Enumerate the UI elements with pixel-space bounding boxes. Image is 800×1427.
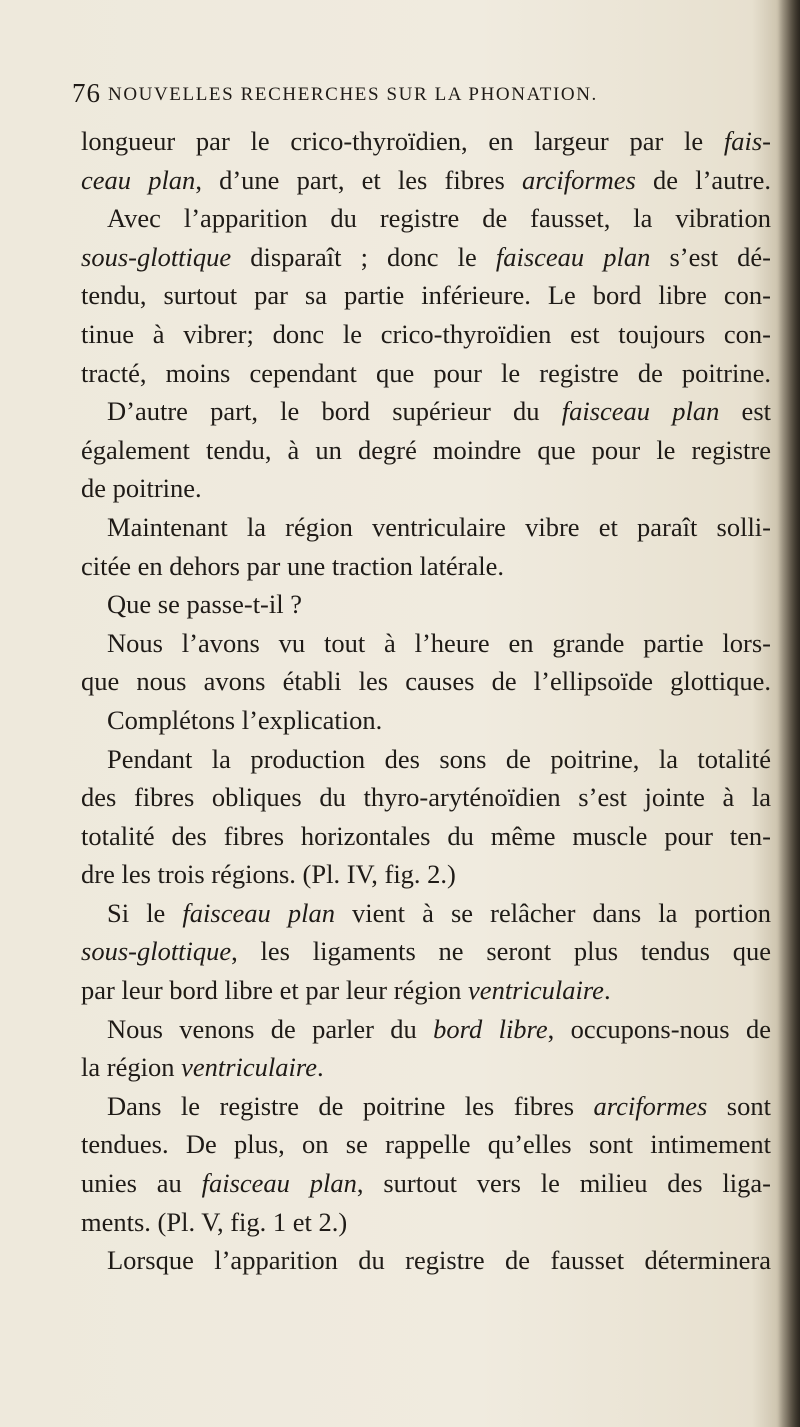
text-line xyxy=(81,1048,771,1087)
text-run: de l’autre. xyxy=(635,164,772,195)
text-run: Nous l’avons vu tout à l’heure en grande partie lors- xyxy=(107,627,771,658)
text-line xyxy=(81,161,771,200)
italic-term: arciformes xyxy=(593,1090,708,1121)
body-text xyxy=(81,122,771,1280)
text-run: par leur bord libre et par leur région xyxy=(81,975,469,1006)
text-run: s’est dé- xyxy=(650,241,771,272)
text-line xyxy=(81,701,771,740)
text-run: Si le xyxy=(107,897,183,928)
text-line xyxy=(81,315,771,354)
text-run: Lorsque l’apparition du registre de fausset déterminera xyxy=(107,1245,771,1276)
text-line xyxy=(81,1087,771,1126)
text-run: , d’une part, et les fibres xyxy=(195,164,523,195)
text-run: dre les trois régions. (Pl. IV, fig. 2.) xyxy=(81,859,456,890)
text-run: Nous venons de parler du xyxy=(107,1013,434,1044)
text-run: Maintenant la région ventriculaire vibre et paraît solli- xyxy=(107,511,771,542)
text-line xyxy=(81,392,771,431)
italic-term: sous-glottique xyxy=(81,936,232,967)
text-run: des fibres obliques du thyro-aryténoïdien s’est jointe à la xyxy=(81,782,771,813)
text-run: , occupons-nous de xyxy=(547,1013,771,1044)
text-run: de poitrine. xyxy=(81,473,202,504)
text-line xyxy=(81,508,771,547)
text-run: . xyxy=(603,975,611,1006)
text-line xyxy=(81,1241,771,1280)
italic-term: ventriculaire xyxy=(181,1052,317,1083)
italic-term: faisceau plan xyxy=(182,897,335,928)
italic-term: faisceau plan xyxy=(561,396,720,427)
text-run: tracté, moins cependant que pour le registre de poitrine. xyxy=(81,357,771,388)
text-run: unies au xyxy=(81,1168,202,1199)
italic-term: faisceau plan xyxy=(201,1168,357,1199)
italic-term: faisceau plan xyxy=(495,241,651,272)
page-number: 76 xyxy=(72,78,101,108)
italic-term: ceau plan xyxy=(81,164,196,195)
text-line xyxy=(81,199,771,238)
text-run: tendues. De plus, on se rappelle qu’elles sont intimement xyxy=(81,1129,771,1160)
text-run: sont xyxy=(707,1090,771,1121)
text-line xyxy=(81,817,771,856)
text-line xyxy=(81,1164,771,1203)
text-run: la région xyxy=(81,1052,182,1083)
text-line xyxy=(81,1203,771,1242)
text-line xyxy=(81,624,771,663)
text-run: tendu, surtout par sa partie inférieure. Le bord libre con- xyxy=(81,280,771,311)
italic-term: bord libre xyxy=(433,1013,548,1044)
text-line xyxy=(81,740,771,779)
text-line xyxy=(81,354,771,393)
text-run: Que se passe-t-il ? xyxy=(107,589,302,620)
text-line xyxy=(81,894,771,933)
text-line xyxy=(81,855,771,894)
text-run: Pendant la production des sons de poitrine, la totalité xyxy=(107,743,771,774)
running-title: NOUVELLES RECHERCHES SUR LA PHONATION. xyxy=(108,84,598,105)
page-header xyxy=(72,78,732,118)
text-line xyxy=(81,122,771,161)
text-line xyxy=(81,276,771,315)
text-run: D’autre part, le bord supérieur du xyxy=(107,396,562,427)
text-run: est xyxy=(719,396,771,427)
text-line xyxy=(81,1010,771,1049)
text-run: Dans le registre de poitrine les fibres xyxy=(107,1090,594,1121)
text-run: citée en dehors par une traction latérale. xyxy=(81,550,505,581)
page-binding-shadow xyxy=(778,0,800,1427)
text-run: que nous avons établi les causes de l’ellipsoïde glottique. xyxy=(81,666,771,697)
text-run: vient à se relâcher dans la portion xyxy=(334,897,771,928)
text-line xyxy=(81,778,771,817)
text-run: disparaît ; donc le xyxy=(231,241,496,272)
text-run: , surtout vers le milieu des liga- xyxy=(356,1168,771,1199)
text-line xyxy=(81,932,771,971)
text-run: Avec l’apparition du registre de fausset, la vibration xyxy=(107,203,771,234)
text-line xyxy=(81,662,771,701)
text-line xyxy=(81,1125,771,1164)
text-line xyxy=(81,431,771,470)
text-run: ments. (Pl. V, fig. 1 et 2.) xyxy=(81,1206,348,1237)
italic-term: ventriculaire xyxy=(468,975,604,1006)
text-line xyxy=(81,238,771,277)
italic-term: fais- xyxy=(723,126,771,156)
text-run: , les ligaments ne seront plus tendus que xyxy=(231,936,771,967)
text-line xyxy=(81,585,771,624)
text-run: tinue à vibrer; donc le crico-thyroïdien est toujours con- xyxy=(81,318,771,349)
text-line xyxy=(81,469,771,508)
text-line xyxy=(81,547,771,586)
text-line xyxy=(81,971,771,1010)
text-run: . xyxy=(316,1052,324,1083)
italic-term: arciformes xyxy=(522,164,636,195)
text-run: totalité des fibres horizontales du même muscle pour ten- xyxy=(81,820,771,851)
italic-term: sous-glottique xyxy=(81,241,232,272)
text-run: Complétons l’explication. xyxy=(107,704,383,735)
text-run: également tendu, à un degré moindre que pour le registre xyxy=(81,434,771,465)
text-run: longueur par le crico-thyroïdien, en largeur par le xyxy=(81,126,724,156)
